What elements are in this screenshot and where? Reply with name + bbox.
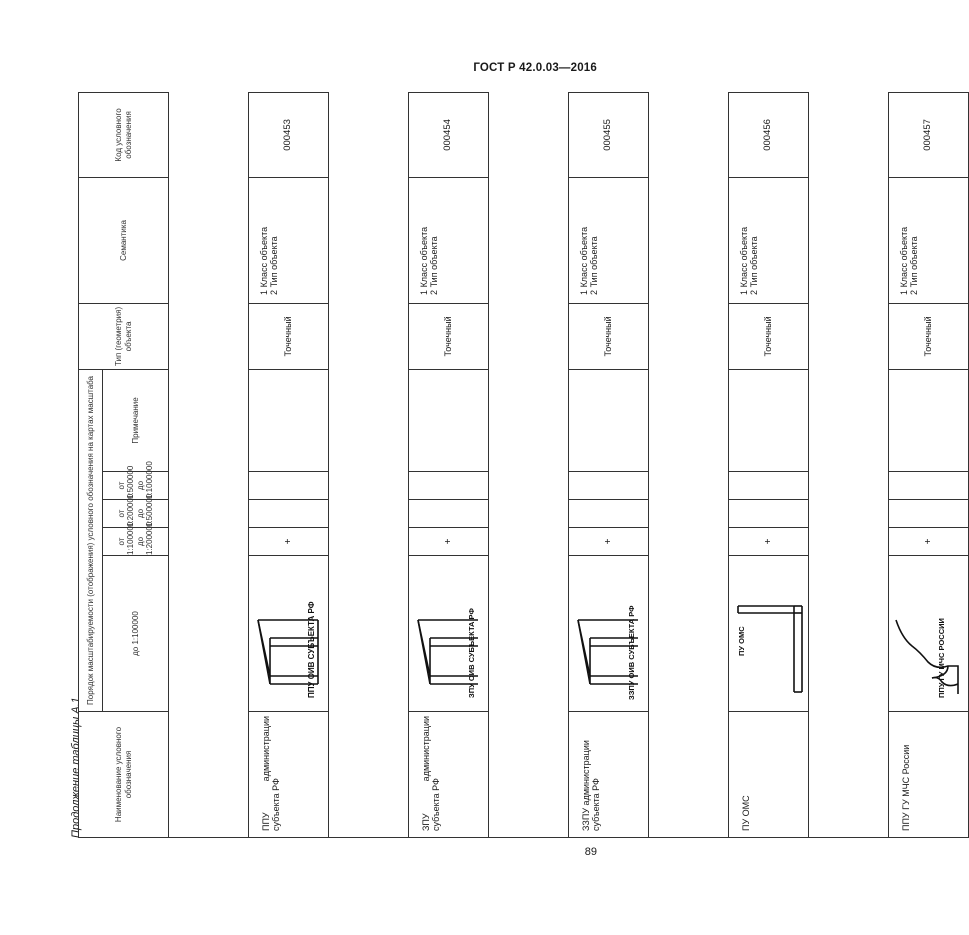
row-scale-2: +	[889, 528, 969, 556]
row-geometry: Точечный	[729, 303, 809, 369]
symbol-zzpu-admin-subject-icon	[569, 556, 649, 712]
row-semantics	[889, 177, 969, 303]
row-code: 000454	[409, 92, 489, 177]
row-scale-2: +	[569, 528, 649, 556]
row-name: ППУ ГУ МЧС России	[889, 712, 969, 838]
row-code: 000455	[569, 92, 649, 177]
row-note	[249, 369, 329, 471]
row-note	[409, 369, 489, 471]
row-code: 000457	[889, 92, 969, 177]
header-scale-1: до 1:100000	[103, 556, 169, 712]
semantics-line-2: 2 Тип объекта	[909, 236, 920, 295]
row-scale-2: +	[249, 528, 329, 556]
table-row	[729, 92, 809, 837]
symbols-table	[78, 92, 969, 838]
header-code: Код условного обозначения	[79, 92, 169, 177]
row-semantics	[409, 177, 489, 303]
row-scale-4	[889, 472, 969, 500]
row-code: 000453	[249, 92, 329, 177]
table-row	[889, 92, 969, 837]
rotated-table-wrapper	[78, 93, 946, 838]
symbol-label: ЗЗПУ ОИВ СУБЪЕКТА РФ	[626, 605, 636, 701]
semantics-line-2: 2 Тип объекта	[269, 236, 280, 295]
row-scale-2: +	[729, 528, 809, 556]
semantics-line-1: 1 Класс объекта	[739, 226, 749, 295]
row-geometry: Точечный	[889, 303, 969, 369]
row-note	[889, 369, 969, 471]
semantics-line-2: 2 Тип объекта	[589, 236, 600, 295]
row-name: ППУ администрации субъекта РФ	[249, 712, 329, 838]
row-code: 000456	[729, 92, 809, 177]
symbol-label: ППУ ГУ МЧС РОССИИ	[936, 618, 946, 699]
row-name: ЗПУ администрации субъекта РФ	[409, 712, 489, 838]
symbol-ppu-gu-mchs-icon	[889, 556, 969, 712]
row-semantics	[729, 177, 809, 303]
symbol-label: ПУ ОМС	[736, 626, 746, 657]
header-name: Наименование условного обозначения	[79, 712, 169, 838]
row-geometry: Точечный	[409, 303, 489, 369]
row-scale-3	[409, 500, 489, 528]
semantics-line-1: 1 Класс объекта	[419, 226, 429, 295]
row-semantics	[249, 177, 329, 303]
row-geometry: Точечный	[569, 303, 649, 369]
row-note	[729, 369, 809, 471]
page-number: 89	[584, 846, 597, 858]
semantics-line-1: 1 Класс объекта	[899, 226, 909, 295]
row-semantics	[569, 177, 649, 303]
row-scale-3	[569, 500, 649, 528]
symbol-label: ЗПУ ОИВ СУБЪЕКТА РФ	[466, 608, 476, 699]
row-scale-3	[249, 500, 329, 528]
row-scale-4	[569, 472, 649, 500]
symbol-label: ППУ ОИВ СУБЪЕКТА РФ	[306, 601, 316, 699]
row-scale-2: +	[409, 528, 489, 556]
semantics-line-1: 1 Класс объекта	[579, 226, 589, 295]
table-row	[569, 92, 649, 837]
table-row	[249, 92, 329, 837]
table-caption: Продолжение таблицы А.1	[70, 697, 82, 838]
semantics-line-1: 1 Класс объекта	[259, 226, 269, 295]
header-order: Порядок масштабируемости (отображения) условного обозначения на картах масштаба	[79, 369, 103, 711]
header-semantics: Семантика	[79, 177, 169, 303]
header-note: Примечание	[103, 369, 169, 471]
document-standard-header: ГОСТ Р 42.0.03—2016	[473, 62, 597, 74]
header-scale-2: от 1:100000 до 1:200000	[103, 528, 169, 556]
row-scale-3	[729, 500, 809, 528]
row-scale-4	[729, 472, 809, 500]
row-name: ПУ ОМС	[729, 712, 809, 838]
header-geometry: Тип (геометрия) объекта	[79, 303, 169, 369]
row-scale-3	[889, 500, 969, 528]
table-row	[409, 92, 489, 837]
symbol-zpu-admin-subject-icon	[409, 556, 489, 712]
symbol-ppu-admin-subject-icon	[249, 556, 329, 712]
header-scale-4: от 1:500000 до 1:1000000	[103, 472, 169, 500]
symbol-pu-oms-icon	[729, 556, 809, 712]
row-geometry: Точечный	[249, 303, 329, 369]
row-note	[569, 369, 649, 471]
row-scale-4	[249, 472, 329, 500]
header-scale-3: от 1:200000 до 1:500000	[103, 500, 169, 528]
semantics-line-2: 2 Тип объекта	[429, 236, 440, 295]
row-scale-4	[409, 472, 489, 500]
row-name: ЗЗПУ администрации субъекта РФ	[569, 712, 649, 838]
semantics-line-2: 2 Тип объекта	[749, 236, 760, 295]
